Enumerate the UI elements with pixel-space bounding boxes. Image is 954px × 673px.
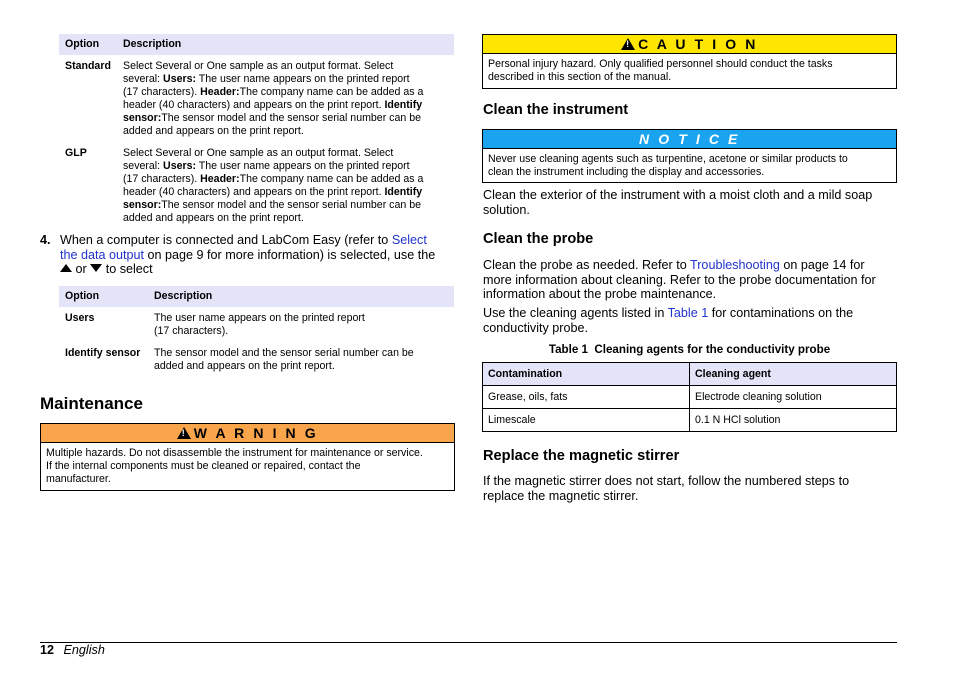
notice-text: Never use cleaning agents such as turpentine, acetone or similar products to clean the instrument including the display and accessories.	[488, 153, 848, 178]
option-name: Identify sensor	[65, 347, 141, 359]
select-data-output-link[interactable]: Select	[391, 233, 427, 247]
cleaning-agents-table	[482, 362, 897, 432]
caution-triangle-icon	[621, 38, 635, 50]
caution-box	[482, 34, 897, 89]
option-description	[123, 147, 455, 225]
replace-stirrer-paragraph: If the magnetic stirrer does not start, follow the numbered steps to replace the magnetic stirrer.	[483, 474, 850, 503]
warning-label: W A R N I N G	[193, 425, 319, 441]
page-number: 12	[40, 643, 55, 657]
option-table-header	[59, 34, 454, 55]
clean-probe-paragraph-1: Clean the probe as needed. Refer to Troubleshooting on page 14 for more information about cleaning. Refer to the probe documentation for information about the probe maintenance.	[483, 258, 876, 302]
table-row	[483, 386, 897, 409]
description-line: (17 characters). Header:The company name can be added as a	[123, 173, 424, 185]
step-text: to select	[102, 262, 153, 277]
description-line: added and appears on the print report.	[123, 125, 304, 137]
option-description: The user name appears on the printed report (17 characters).	[154, 312, 365, 337]
step-text: or	[72, 262, 91, 277]
step-text: on page 9 for more information) is selected, use the	[144, 247, 436, 262]
option-name: Standard	[65, 60, 111, 72]
description-line: Select Several or One sample as an output format. Select	[123, 147, 394, 159]
warning-text: Multiple hazards. Do not disassemble the instrument for maintenance or service. If the internal components must be cleaned or repaired, contact the manufacturer.	[46, 447, 423, 485]
option-table-header	[59, 286, 454, 307]
down-arrow-icon	[90, 264, 102, 272]
warning-box	[40, 423, 455, 491]
header-option: Option	[65, 290, 100, 302]
header-description: Description	[154, 290, 213, 302]
table-1-caption: Table 1 Cleaning agents for the conductivity probe	[548, 343, 831, 356]
option-description: The sensor model and the sensor serial number can be added and appears on the print report.	[154, 347, 414, 372]
footer-divider	[40, 642, 897, 643]
header-contamination: Contamination	[483, 363, 690, 386]
header-option: Option	[65, 38, 100, 50]
description-line: header (40 characters) and appears on the print report. Identify	[123, 186, 423, 198]
table-header-row	[483, 363, 897, 386]
description-line: sensor:The sensor model and the sensor serial number can be	[123, 199, 421, 211]
header-description: Description	[123, 38, 182, 50]
clean-probe-paragraph-2: Use the cleaning agents listed in Table 1 for contaminations on the conductivity probe.	[483, 306, 854, 335]
footer-language: English	[63, 643, 105, 657]
table-cell: 0.1 N HCl solution	[690, 409, 897, 432]
caution-label: C A U T I O N	[638, 36, 758, 52]
header-cleaning-agent: Cleaning agent	[690, 363, 897, 386]
step-text: When a computer is connected and LabCom Easy (refer to	[60, 233, 392, 247]
select-data-output-link-cont[interactable]: the data output	[60, 247, 145, 262]
troubleshooting-link[interactable]: Troubleshooting	[690, 258, 780, 272]
footer	[40, 643, 105, 657]
up-arrow-icon	[60, 264, 72, 272]
table-1-link[interactable]: Table 1	[667, 306, 709, 320]
clean-probe-heading: Clean the probe	[483, 231, 594, 247]
option-name: GLP	[65, 147, 87, 159]
table-cell: Grease, oils, fats	[483, 386, 690, 409]
warning-triangle-icon	[177, 427, 191, 439]
description-line: several: Users: The user name appears on the printed report	[123, 160, 410, 172]
description-line: sensor:The sensor model and the sensor serial number can be	[123, 112, 421, 124]
option-description	[123, 60, 455, 138]
caution-bar	[483, 35, 896, 54]
option-name: Users	[65, 312, 95, 324]
description-line: header (40 characters) and appears on the print report. Identify	[123, 99, 423, 111]
table-cell: Limescale	[483, 409, 690, 432]
description-line: several: Users: The user name appears on the printed report	[123, 73, 410, 85]
notice-bar	[483, 130, 896, 149]
replace-stirrer-heading: Replace the magnetic stirrer	[483, 448, 680, 464]
caution-text: Personal injury hazard. Only qualified personnel should conduct the tasks described in this section of the manual.	[488, 58, 833, 83]
notice-box	[482, 129, 897, 183]
table-row	[483, 409, 897, 432]
maintenance-heading: Maintenance	[40, 394, 143, 413]
description-line: added and appears on the print report.	[123, 212, 304, 224]
description-line: Select Several or One sample as an output format. Select	[123, 60, 394, 72]
notice-label: N O T I C E	[639, 131, 740, 147]
step-number: 4.	[40, 233, 51, 247]
table-cell: Electrode cleaning solution	[690, 386, 897, 409]
warning-bar	[41, 424, 454, 443]
clean-instrument-heading: Clean the instrument	[483, 102, 629, 118]
clean-instrument-paragraph: Clean the exterior of the instrument with a moist cloth and a mild soap solution.	[483, 188, 873, 217]
description-line: (17 characters). Header:The company name can be added as a	[123, 86, 424, 98]
